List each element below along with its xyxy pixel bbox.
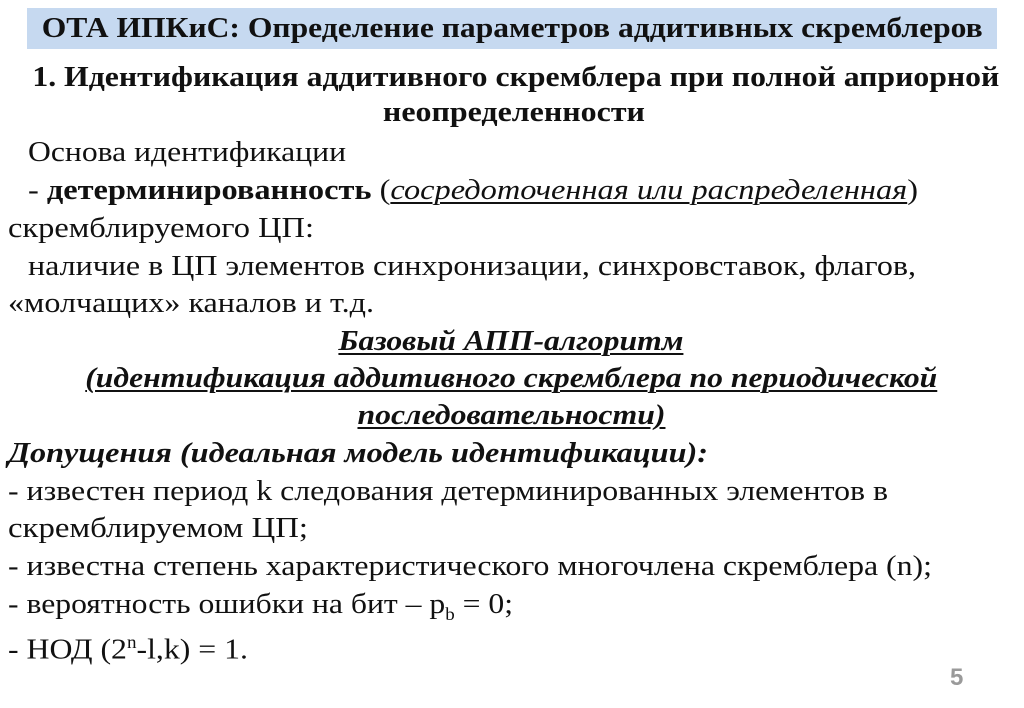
slide-title: ОТА ИПКиС: Определение параметров аддитивных скремблеров <box>41 12 983 44</box>
assumption-item: скремблируемом ЦП; <box>8 512 308 544</box>
assumption-item: - известна степень характеристического многочлена скремблера (n); <box>8 550 933 582</box>
prob-value: = 0; <box>454 588 513 620</box>
algorithm-subtitle-line1: (идентификация аддитивного скремблера по периодической <box>84 362 937 394</box>
page-number: 5 <box>950 664 964 691</box>
assumptions-title: Допущения (идеальная модель идентификации): <box>8 437 709 469</box>
section-heading-line1: 1. Идентификация аддитивного скремблера при полной априорной <box>32 61 1000 93</box>
section-heading-line2: неопределенности <box>383 96 645 128</box>
dash: - <box>28 174 47 206</box>
basis-line2: скремблируемого ЦП: <box>8 212 314 244</box>
algorithm-subtitle-line2: последовательности) <box>356 399 665 431</box>
paren-open: ( <box>371 174 391 206</box>
gcd-value: -l,k) = 1. <box>136 633 248 666</box>
gcd-text: - НОД (2 <box>8 633 127 666</box>
gcd-superscript: n <box>126 632 137 652</box>
determinism-term: детерминированность <box>46 174 372 206</box>
algorithm-title: Базовый АПП-алгоритм <box>338 325 684 357</box>
prob-subscript: b <box>445 603 455 624</box>
basis-label: Основа идентификации <box>28 136 346 168</box>
basis-line4: «молчащих» каналов и т.д. <box>8 287 374 319</box>
assumption-gcd <box>8 625 248 667</box>
paren-close: ) <box>907 174 918 206</box>
assumption-item: - известен период k следования детерминированных элементов в <box>8 475 889 507</box>
prob-text: - вероятность ошибки на бит – p <box>8 588 446 620</box>
basis-line3: наличие в ЦП элементов синхронизации, синхровставок, флагов, <box>28 250 916 282</box>
basis-determinism-line <box>28 173 918 207</box>
concentration-term: сосредоточенная или распределенная <box>390 174 908 206</box>
